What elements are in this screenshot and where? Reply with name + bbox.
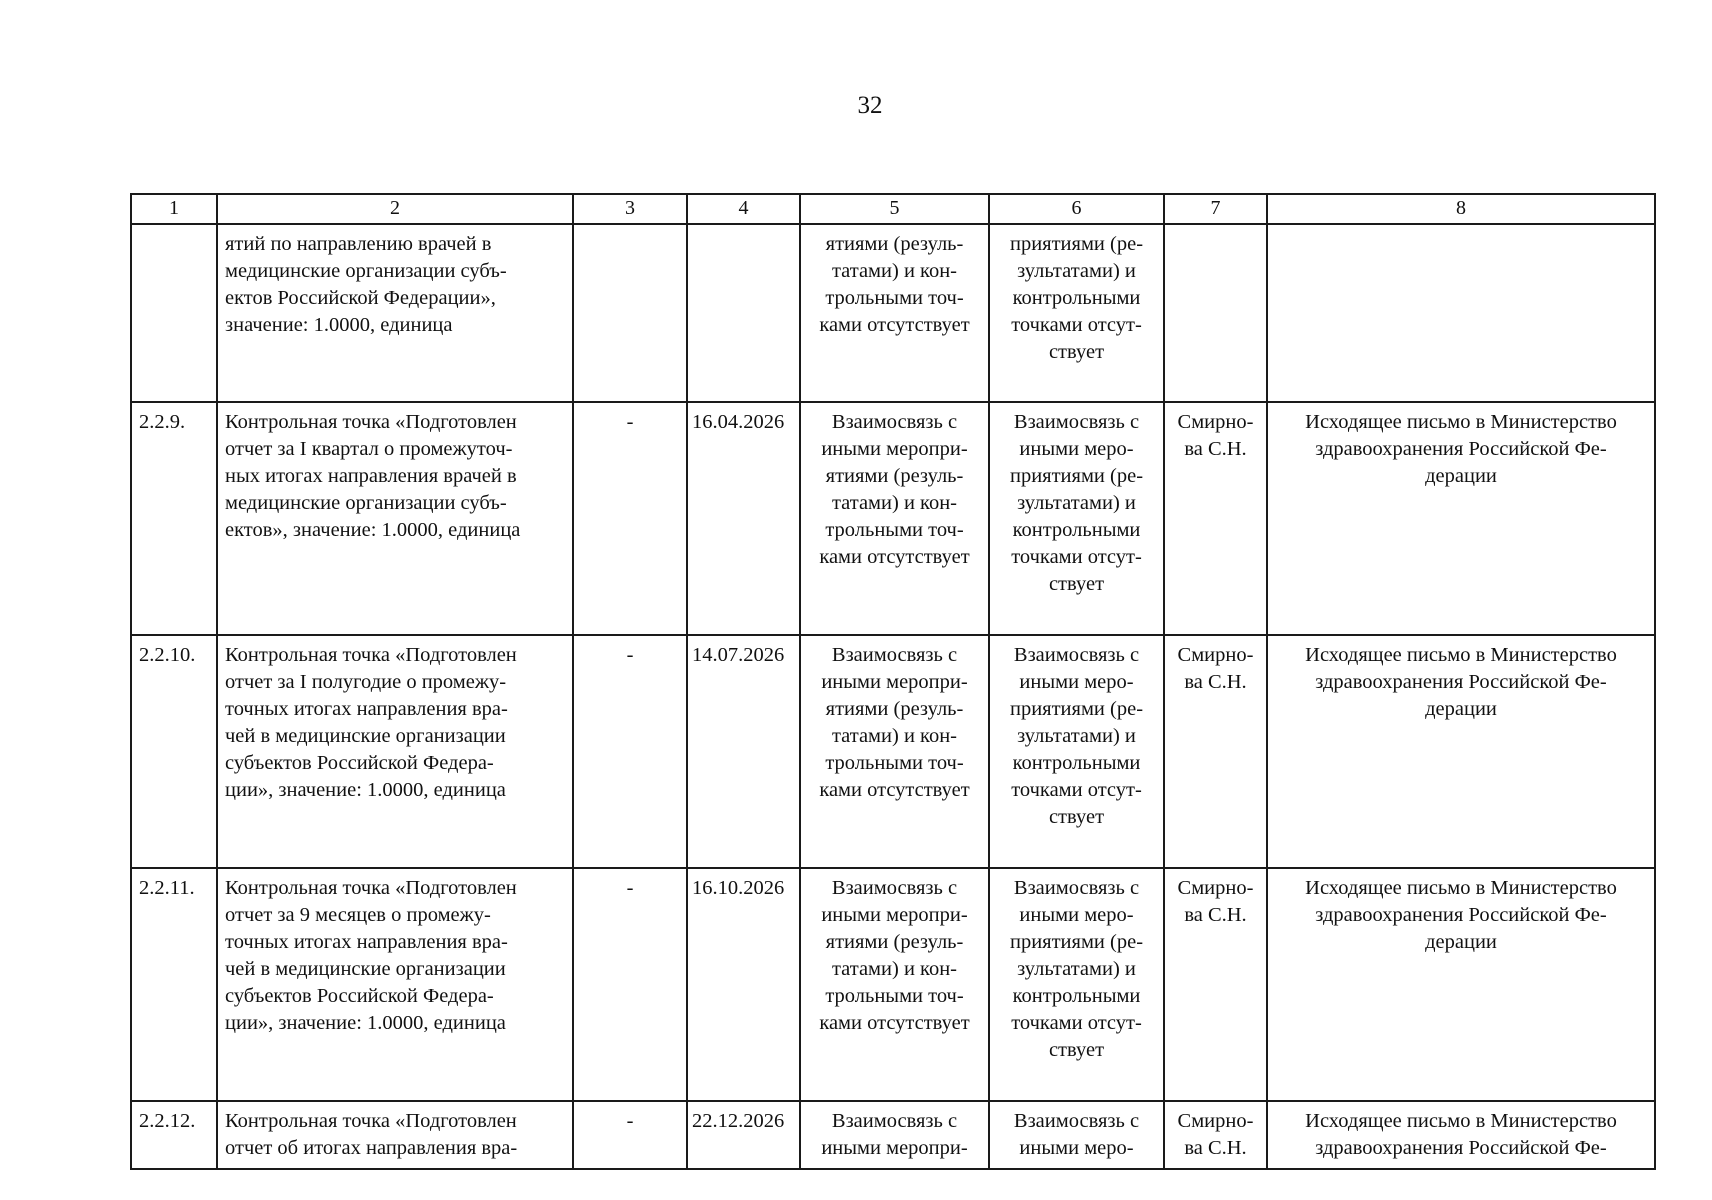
link-line: ятиями (резуль- <box>825 233 964 255</box>
item-link-col6 <box>989 635 1164 868</box>
column-number: 3 <box>573 194 687 224</box>
item-document <box>1267 402 1655 635</box>
item-name <box>217 224 573 402</box>
item-name-line: отчет за 9 месяцев о промежу- <box>225 904 491 926</box>
item-document <box>1267 1101 1655 1169</box>
item-executor <box>1164 1101 1267 1169</box>
item-name-line: ектов», значение: 1.0000, единица <box>225 519 521 541</box>
item-name-line: субъектов Российской Федера- <box>225 752 494 774</box>
item-date: 16.04.2026 <box>687 402 800 635</box>
executor-line: Смирно- <box>1177 644 1254 666</box>
link-line: татами) и кон- <box>831 958 958 980</box>
link-line: ятиями (резуль- <box>825 698 964 720</box>
item-name-line: чей в медицинские организации <box>225 958 506 980</box>
item-date: 16.10.2026 <box>687 868 800 1101</box>
item-name-line: значение: 1.0000, единица <box>225 314 453 336</box>
item-number <box>131 224 217 402</box>
document-line: Исходящее письмо в Министерство <box>1305 411 1617 433</box>
link-line: контрольными <box>1012 519 1141 541</box>
link-line: точками отсут- <box>1011 314 1142 336</box>
column-number: 7 <box>1164 194 1267 224</box>
document-line: дерации <box>1425 698 1497 720</box>
item-name-line: субъектов Российской Федера- <box>225 985 494 1007</box>
document-line: Исходящее письмо в Министерство <box>1305 644 1617 666</box>
item-executor <box>1164 635 1267 868</box>
link-line: Взаимосвязь с <box>831 1110 958 1132</box>
item-link-col5 <box>800 868 989 1101</box>
table-row <box>131 868 1655 1101</box>
link-line: трольными точ- <box>825 985 964 1007</box>
link-line: татами) и кон- <box>831 492 958 514</box>
item-link-col6 <box>989 1101 1164 1169</box>
item-document <box>1267 635 1655 868</box>
link-line: ятиями (резуль- <box>825 465 964 487</box>
link-line: трольными точ- <box>825 287 964 309</box>
link-line: Взаимосвязь с <box>1013 1110 1140 1132</box>
executor-line: Смирно- <box>1177 411 1254 433</box>
document-line: здравоохранения Российской Фе- <box>1315 438 1607 460</box>
executor-line: ва С.Н. <box>1184 438 1247 460</box>
item-name-line: ции», значение: 1.0000, единица <box>225 779 506 801</box>
item-name <box>217 868 573 1101</box>
document-line: Исходящее письмо в Министерство <box>1305 877 1617 899</box>
item-link-col6 <box>989 224 1164 402</box>
link-line: контрольными <box>1012 287 1141 309</box>
item-name-line: точных итогах направления вра- <box>225 931 508 953</box>
link-line: контрольными <box>1012 752 1141 774</box>
column-number: 1 <box>131 194 217 224</box>
link-line: татами) и кон- <box>831 260 958 282</box>
link-line: ствует <box>1048 1039 1105 1061</box>
column-number-row <box>131 194 1655 224</box>
link-line: приятиями (ре- <box>1009 465 1144 487</box>
link-line: ками отсутствует <box>819 1012 970 1034</box>
column-number: 8 <box>1267 194 1655 224</box>
link-line: иными меро- <box>1019 1137 1134 1159</box>
link-line: Взаимосвязь с <box>831 644 958 666</box>
item-executor <box>1164 402 1267 635</box>
link-line: Взаимосвязь с <box>1013 877 1140 899</box>
item-name-line: Контрольная точка «Подготовлен <box>225 1110 517 1132</box>
link-line: татами) и кон- <box>831 725 958 747</box>
document-line: здравоохранения Российской Фе- <box>1315 671 1607 693</box>
item-name-line: медицинские организации субъ- <box>225 260 507 282</box>
item-name-line: отчет за I квартал о промежуточ- <box>225 438 513 460</box>
item-name-line: чей в медицинские организации <box>225 725 506 747</box>
item-link-col6 <box>989 402 1164 635</box>
executor-line: Смирно- <box>1177 877 1254 899</box>
column-number: 4 <box>687 194 800 224</box>
column-number: 2 <box>217 194 573 224</box>
item-number: 2.2.11. <box>131 868 217 1101</box>
item-col3: - <box>573 1101 687 1169</box>
item-name-line: отчет за I полугодие о промежу- <box>225 671 507 693</box>
item-number: 2.2.9. <box>131 402 217 635</box>
executor-line: ва С.Н. <box>1184 1137 1247 1159</box>
link-line: иными меропри- <box>821 671 968 693</box>
item-document <box>1267 868 1655 1101</box>
link-line: ствует <box>1048 806 1105 828</box>
item-col3: - <box>573 635 687 868</box>
item-name-line: медицинские организации субъ- <box>225 492 507 514</box>
item-link-col5 <box>800 1101 989 1169</box>
table-row <box>131 1101 1655 1169</box>
link-line: ками отсутствует <box>819 546 970 568</box>
item-date: 22.12.2026 <box>687 1101 800 1169</box>
plan-table <box>130 193 1656 1170</box>
item-name-line: ции», значение: 1.0000, единица <box>225 1012 506 1034</box>
item-number: 2.2.12. <box>131 1101 217 1169</box>
item-name-line: Контрольная точка «Подготовлен <box>225 411 517 433</box>
item-col3 <box>573 224 687 402</box>
link-line: иными меропри- <box>821 1137 968 1159</box>
link-line: трольными точ- <box>825 519 964 541</box>
link-line: Взаимосвязь с <box>1013 644 1140 666</box>
link-line: Взаимосвязь с <box>831 411 958 433</box>
link-line: контрольными <box>1012 985 1141 1007</box>
document-line: дерации <box>1425 465 1497 487</box>
link-line: ками отсутствует <box>819 314 970 336</box>
link-line: иными меропри- <box>821 438 968 460</box>
link-line: иными меро- <box>1019 904 1134 926</box>
item-number: 2.2.10. <box>131 635 217 868</box>
link-line: приятиями (ре- <box>1009 698 1144 720</box>
item-col3: - <box>573 402 687 635</box>
link-line: зультатами) и <box>1017 725 1136 747</box>
page-number: 32 <box>857 92 883 119</box>
item-col3: - <box>573 868 687 1101</box>
link-line: приятиями (ре- <box>1009 233 1144 255</box>
item-link-col5 <box>800 224 989 402</box>
document-line: дерации <box>1425 931 1497 953</box>
link-line: ятиями (резуль- <box>825 931 964 953</box>
link-line: зультатами) и <box>1017 492 1136 514</box>
item-date <box>687 224 800 402</box>
item-link-col6 <box>989 868 1164 1101</box>
executor-line: Смирно- <box>1177 1110 1254 1132</box>
link-line: зультатами) и <box>1017 958 1136 980</box>
item-name-line: Контрольная точка «Подготовлен <box>225 644 517 666</box>
item-link-col5 <box>800 402 989 635</box>
table-row <box>131 402 1655 635</box>
item-name <box>217 402 573 635</box>
link-line: Взаимосвязь с <box>1013 411 1140 433</box>
item-name-line: ектов Российской Федерации», <box>225 287 496 309</box>
item-name-line: Контрольная точка «Подготовлен <box>225 877 517 899</box>
item-name-line: отчет об итогах направления вра- <box>225 1137 518 1159</box>
executor-line: ва С.Н. <box>1184 671 1247 693</box>
column-number: 5 <box>800 194 989 224</box>
link-line: ствует <box>1048 573 1105 595</box>
link-line: иными меро- <box>1019 438 1134 460</box>
item-link-col5 <box>800 635 989 868</box>
document-line: здравоохранения Российской Фе- <box>1315 1137 1607 1159</box>
link-line: Взаимосвязь с <box>831 877 958 899</box>
table-row <box>131 224 1655 402</box>
item-name-line: ных итогах направления врачей в <box>225 465 517 487</box>
link-line: точками отсут- <box>1011 546 1142 568</box>
item-name <box>217 635 573 868</box>
link-line: приятиями (ре- <box>1009 931 1144 953</box>
item-name <box>217 1101 573 1169</box>
document-line: Исходящее письмо в Министерство <box>1305 1110 1617 1132</box>
link-line: иными меропри- <box>821 904 968 926</box>
item-executor <box>1164 868 1267 1101</box>
link-line: зультатами) и <box>1017 260 1136 282</box>
item-name-line: ятий по направлению врачей в <box>225 233 492 255</box>
item-document <box>1267 224 1655 402</box>
link-line: точками отсут- <box>1011 779 1142 801</box>
table-row <box>131 635 1655 868</box>
link-line: иными меро- <box>1019 671 1134 693</box>
column-number: 6 <box>989 194 1164 224</box>
item-name-line: точных итогах направления вра- <box>225 698 508 720</box>
document-line: здравоохранения Российской Фе- <box>1315 904 1607 926</box>
link-line: ками отсутствует <box>819 779 970 801</box>
link-line: ствует <box>1048 341 1105 363</box>
executor-line: ва С.Н. <box>1184 904 1247 926</box>
link-line: трольными точ- <box>825 752 964 774</box>
link-line: точками отсут- <box>1011 1012 1142 1034</box>
item-date: 14.07.2026 <box>687 635 800 868</box>
item-executor <box>1164 224 1267 402</box>
